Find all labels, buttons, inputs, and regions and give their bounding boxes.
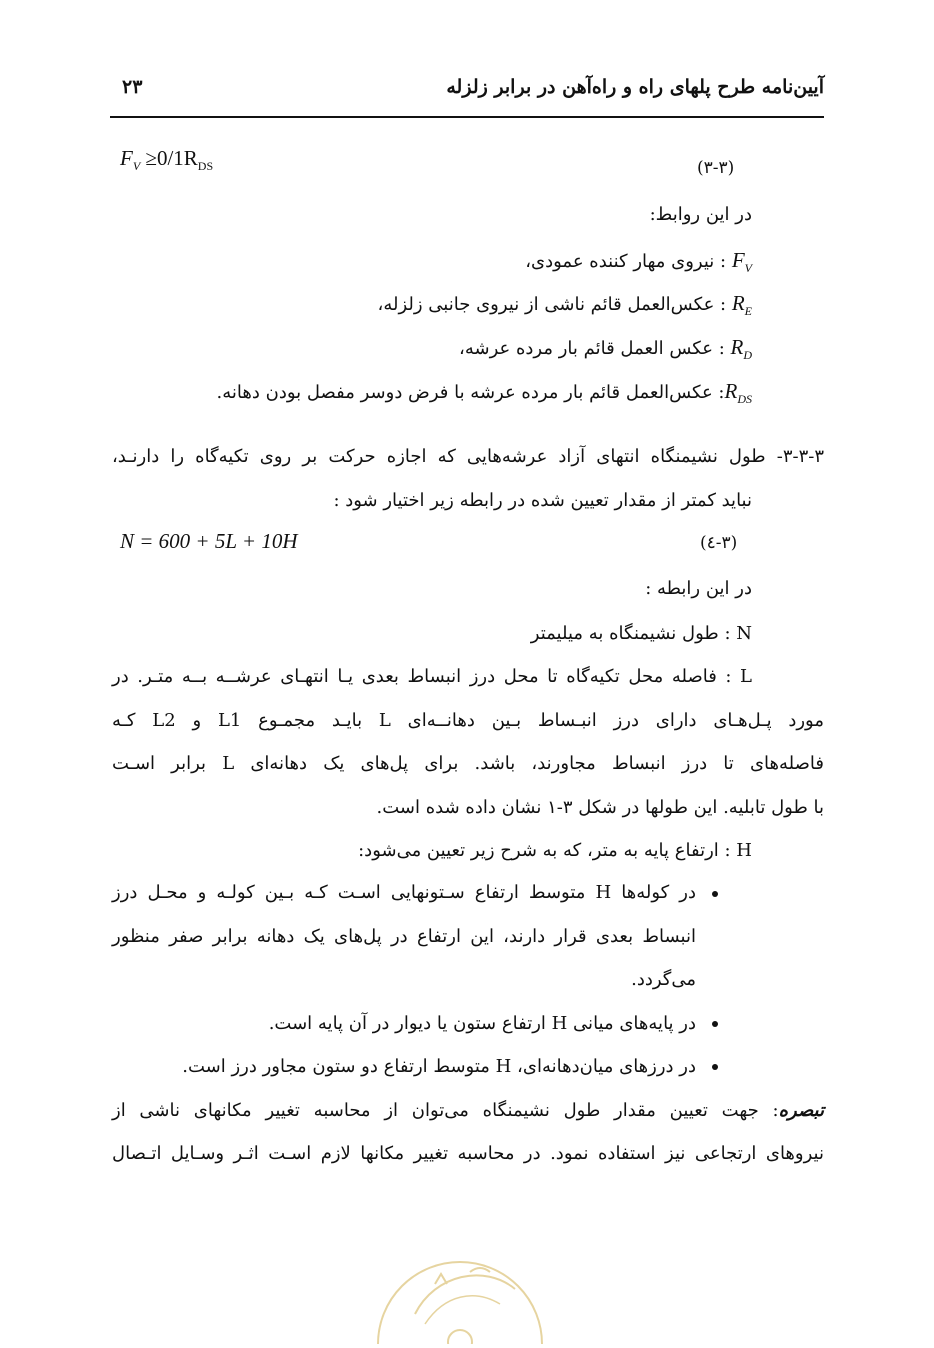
note-line-1: [112, 1098, 824, 1124]
re-subscript: E: [744, 304, 752, 319]
rds-symbol: R: [724, 379, 738, 403]
variables-intro: در این رابطه :: [645, 578, 752, 599]
fv-text: : نیروی مهار کننده عمودی،: [525, 251, 732, 272]
bullet-3: در درزهای میان‌دهانه‌ای، H متوسط ارتفاع دو ستون مجاور درز است.: [182, 1056, 696, 1077]
running-header-title: آیین‌نامه طرح پلهای راه و راه‌آهن در برابر زلزله: [446, 76, 824, 98]
publisher-logo: [375, 1244, 545, 1344]
bullet-1-line-1: در کوله‌ها H متوسط ارتفاع سـتونهایی اسـت کـه بـین کولـه و محـل درز: [112, 882, 697, 903]
rds-text: : عکس‌العمل قائم بار مرده عرشه با فرض دوسر مفصل بودن دهانه.: [216, 382, 725, 403]
definition-re: [378, 290, 752, 324]
section-3-3-3-line-1: ۳-۳-۳- طول نشیمنگاه انتهای آزاد عرشه‌هایی که اجازه حرکت بر روی تکیه‌گاه را دارنـد،: [112, 446, 824, 467]
definition-rds: [217, 378, 752, 412]
definitions-intro: در این روابط:: [649, 204, 752, 225]
equation-number-3-3: (۳-۳): [697, 158, 735, 178]
variable-l-line-3: فاصله‌های تا درز انبساط مجاورند، باشد. برای پل‌های یک دهانه‌ای L برابر اسـت: [112, 753, 824, 774]
rd-symbol: R: [730, 335, 744, 359]
fv-subscript: V: [744, 261, 752, 276]
bullet-1-line-3: می‌گردد.: [631, 969, 696, 990]
note-line-1-text: : جهت تعیین مقدار طول نشیمنگاه می‌توان از محاسبه تغییر مکانهای ناشی از: [112, 1100, 779, 1121]
eq1-rds-sub: DS: [197, 159, 214, 174]
header-rule: [110, 116, 824, 118]
page-number: ۲۳: [122, 76, 143, 98]
note-line-2: نیروهای ارتجاعی نیز استفاده نمود. در محاسبه تغییر مکانها لازم اسـت اثـر وسـایل اتـصال: [112, 1143, 824, 1164]
variable-n: N : طول نشیمنگاه به میلیمتر: [530, 623, 752, 644]
section-3-3-3-line-2: نباید کمتر از مقدار تعیین شده در رابطه زیر اختیار شود :: [333, 490, 752, 511]
eq1-symbol-f: F: [120, 146, 133, 170]
eq1-relation: ≥0/1R: [140, 146, 198, 170]
equation-4-3: N = 600 + 5L + 10H: [120, 529, 298, 553]
bullet-1-line-2: انبساط بعدی قرار دارند، این ارتفاع در پل‌های یک دهانه برابر صفر منظور: [112, 926, 696, 947]
bullet-dot-3: [712, 1064, 718, 1070]
bullet-2: در پایه‌های میانی H ارتفاع ستون یا دیوار در آن پایه است.: [268, 1013, 696, 1034]
bullet-dot-2: [712, 1021, 718, 1027]
definition-fv: [525, 247, 752, 281]
re-symbol: R: [731, 291, 745, 315]
variable-h: H : ارتفاع پایه به متر، که به شرح زیر تعیین می‌شود:: [358, 840, 752, 861]
rds-subscript: DS: [737, 392, 752, 407]
bullet-dot-1: [712, 891, 718, 897]
note-label: تبصره: [778, 1100, 824, 1121]
re-text: : عکس‌العمل قائم ناشی از نیروی جانبی زلزله،: [377, 294, 732, 315]
equation-3-3: [120, 146, 213, 174]
equation-number-4-3: (٤-۳): [700, 533, 738, 553]
variable-l-line-4: با طول تابلیه. این طولها در شکل ۳-۱ نشان داده شده است.: [376, 797, 824, 818]
definition-rd: [459, 334, 752, 368]
fv-symbol: F: [731, 248, 745, 272]
rd-subscript: D: [743, 348, 752, 363]
variable-l-line-2: مورد پـل‌هـای دارای درز انبـساط بـین دهانــه‌ای L بایـد مجمـوع L1 و L2 کـه: [112, 710, 825, 731]
eq1-symbol-sub: V: [132, 159, 141, 174]
rd-text: : عکس العمل قائم بار مرده عرشه،: [459, 338, 731, 359]
variable-l-line-1: L : فاصله محل تکیه‌گاه تا محل درز انبساط بعدی یـا انتهـای عرشــه بــه متـر. در: [112, 666, 752, 687]
